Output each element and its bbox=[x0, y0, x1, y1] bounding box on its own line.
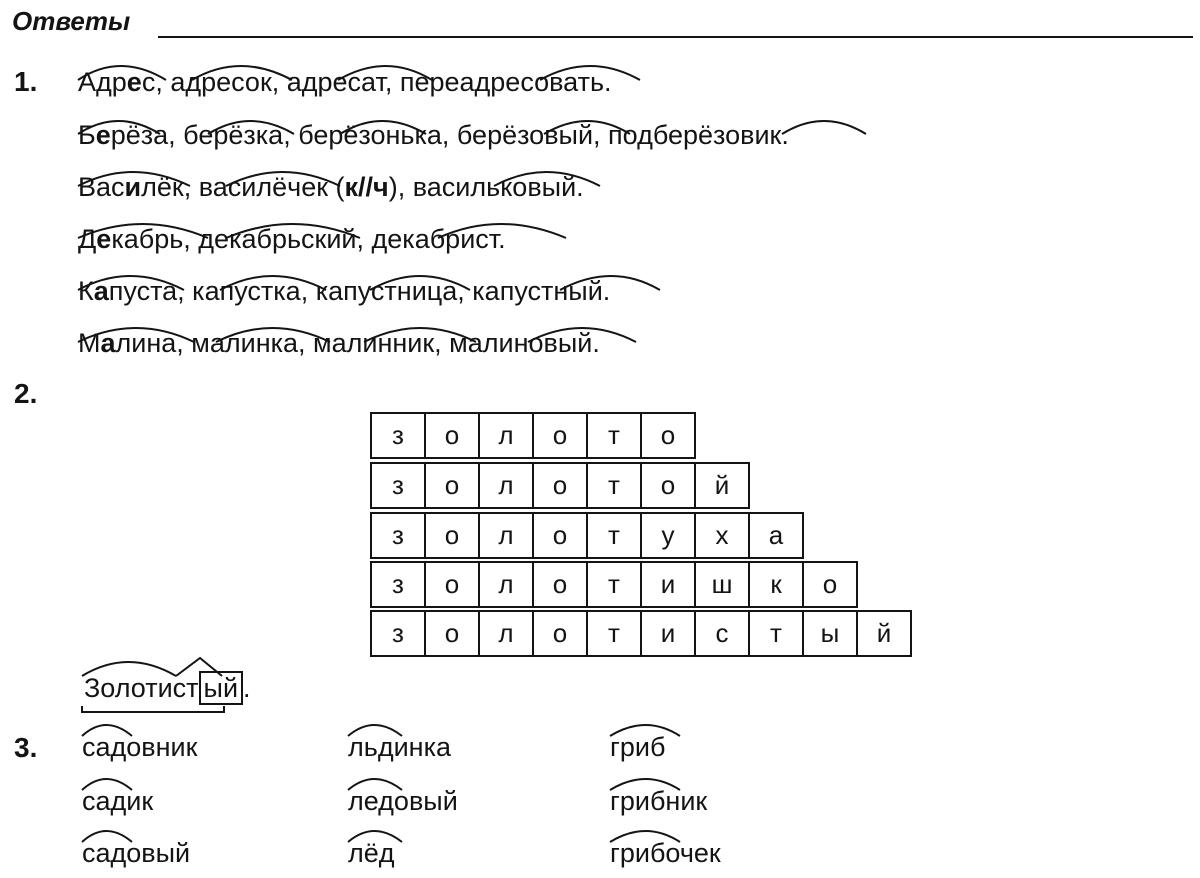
highlighted-letter: и bbox=[124, 172, 142, 202]
task2-number: 2. bbox=[14, 378, 38, 409]
highlighted-letter: а bbox=[93, 276, 109, 306]
highlighted-letter: а bbox=[100, 328, 116, 358]
grid-cell: т bbox=[586, 462, 642, 509]
base-bracket bbox=[82, 706, 224, 712]
grid-cell: з bbox=[370, 610, 426, 657]
grid-cell: з bbox=[370, 561, 426, 608]
task3-word: лёд bbox=[348, 838, 395, 868]
line-text: Б bbox=[78, 120, 96, 150]
answer-stem: Золотист bbox=[84, 673, 199, 703]
grid-cell: а bbox=[748, 512, 804, 559]
grid-cell: о bbox=[532, 512, 588, 559]
grid-cell: л bbox=[478, 412, 534, 459]
line-text: рёза, берёзка, берёзонька, берёзовый, подберёзовик. bbox=[110, 120, 789, 150]
grid-cell: у bbox=[640, 512, 696, 559]
task3-word: ледовый bbox=[348, 786, 458, 816]
grid-cell: л bbox=[478, 561, 534, 608]
grid-row bbox=[370, 610, 910, 657]
grid-cell: о bbox=[424, 512, 480, 559]
answer-ending: ый bbox=[199, 671, 244, 705]
task1-line bbox=[78, 171, 584, 203]
header-title: Ответы bbox=[12, 6, 131, 36]
grid-cell: ы bbox=[802, 610, 858, 657]
task3-word: гриб bbox=[610, 732, 666, 762]
task1-line bbox=[78, 275, 610, 307]
grid-cell: х bbox=[694, 512, 750, 559]
highlighted-letter: е bbox=[95, 120, 111, 150]
grid-row bbox=[370, 412, 694, 459]
grid-cell: о bbox=[802, 561, 858, 608]
grid-cell: о bbox=[424, 462, 480, 509]
task1-number: 1. bbox=[14, 66, 38, 97]
task3-word: льдинка bbox=[348, 732, 451, 762]
task3-word: садовый bbox=[82, 838, 191, 868]
grid-cell: й bbox=[856, 610, 912, 657]
grid-cell: о bbox=[532, 462, 588, 509]
grid-cell: т bbox=[586, 610, 642, 657]
task1-line bbox=[78, 119, 789, 151]
task1-line bbox=[78, 223, 506, 255]
grid-cell: о bbox=[424, 412, 480, 459]
task2-answer bbox=[84, 673, 251, 704]
highlighted-letter: е bbox=[126, 67, 142, 97]
grid-cell: к bbox=[748, 561, 804, 608]
task3-number: 3. bbox=[14, 732, 38, 763]
grid-cell: о bbox=[640, 462, 696, 509]
line-text: лёк, василёчек ( bbox=[141, 172, 345, 202]
grid-cell: т bbox=[586, 561, 642, 608]
grid-cell: т bbox=[586, 412, 642, 459]
task1-line bbox=[78, 327, 600, 359]
grid-cell: о bbox=[532, 561, 588, 608]
task3-word: садовник bbox=[82, 732, 198, 762]
line-text: с, адресок, адресат, переадресовать. bbox=[141, 67, 612, 97]
grid-cell: и bbox=[640, 610, 696, 657]
line-text: Вас bbox=[78, 172, 125, 202]
grid-cell: л bbox=[478, 462, 534, 509]
line-text: кабрь, декабрьский, декабрист. bbox=[111, 224, 506, 254]
task3-word: грибочек bbox=[610, 838, 721, 868]
grid-cell: и bbox=[640, 561, 696, 608]
highlighted-letter: к//ч bbox=[344, 172, 389, 202]
header-rule bbox=[158, 36, 1193, 38]
task3-word: грибник bbox=[610, 786, 708, 816]
grid-cell: о bbox=[532, 412, 588, 459]
line-text: лина, малинка, малинник, малиновый. bbox=[115, 328, 600, 358]
grid-row bbox=[370, 512, 802, 559]
task1-line bbox=[78, 66, 612, 98]
grid-cell: о bbox=[532, 610, 588, 657]
grid-cell: о bbox=[424, 561, 480, 608]
grid-cell: т bbox=[748, 610, 804, 657]
grid-cell: т bbox=[586, 512, 642, 559]
grid-cell: с bbox=[694, 610, 750, 657]
grid-cell: л bbox=[478, 610, 534, 657]
grid-cell: з bbox=[370, 512, 426, 559]
answer-dot: . bbox=[243, 673, 251, 703]
line-text: Д bbox=[78, 224, 97, 254]
grid-cell: о bbox=[640, 412, 696, 459]
grid-row bbox=[370, 561, 856, 608]
line-text: К bbox=[78, 276, 94, 306]
highlighted-letter: е bbox=[96, 224, 112, 254]
grid-cell: л bbox=[478, 512, 534, 559]
grid-cell: ш bbox=[694, 561, 750, 608]
line-text: пуста, капустка, капустница, капустный. bbox=[108, 276, 611, 306]
task3-word: садик bbox=[82, 786, 154, 816]
grid-cell: з bbox=[370, 462, 426, 509]
grid-row bbox=[370, 462, 748, 509]
line-text: М bbox=[78, 328, 101, 358]
root-arc bbox=[782, 121, 866, 134]
grid-cell: й bbox=[694, 462, 750, 509]
grid-cell: о bbox=[424, 610, 480, 657]
grid-cell: з bbox=[370, 412, 426, 459]
line-text: ), васильковый. bbox=[388, 172, 584, 202]
line-text: Адр bbox=[78, 67, 127, 97]
